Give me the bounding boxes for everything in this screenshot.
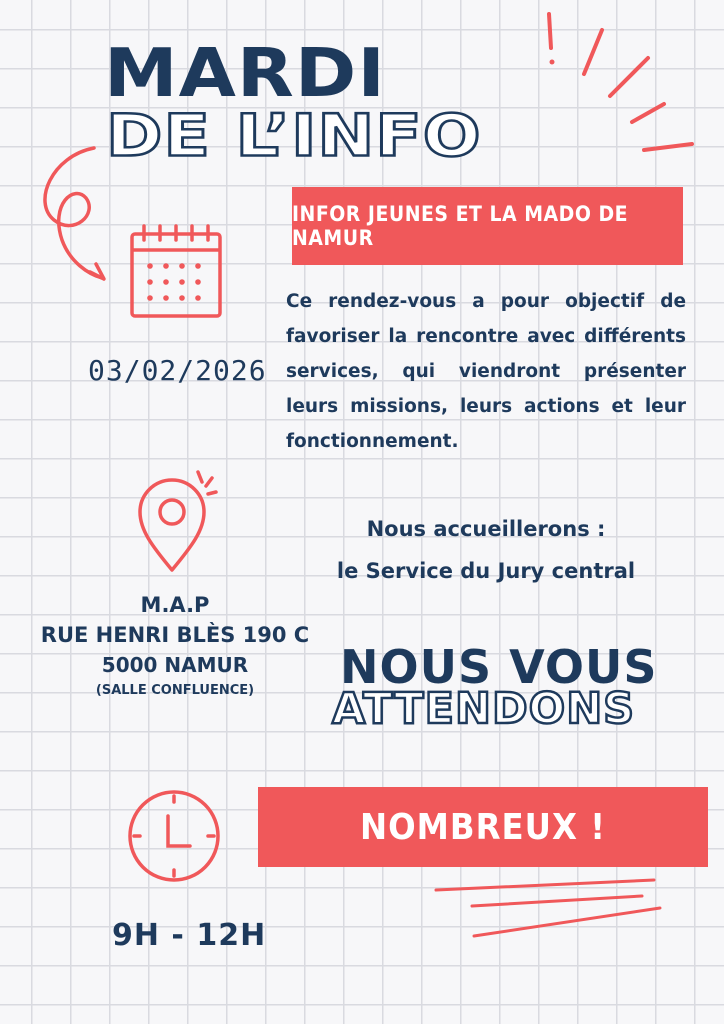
location-pin-icon: [132, 466, 222, 576]
underline-decoration: [432, 874, 672, 944]
event-description: Ce rendez-vous a pour objectif de favoriser la rencontre avec différents services, qui viendront présenter leurs missions, leurs actions et leur fonctionnement.: [286, 291, 686, 452]
title-line-2: DE L’INFO: [106, 102, 482, 171]
closing-line-1: NOUS VOUS: [340, 640, 658, 694]
venue-address: [40, 590, 310, 702]
clock-icon: [124, 786, 224, 886]
venue-street: RUE HENRI BLÈS 190 C: [40, 623, 310, 647]
calendar-icon: [126, 222, 226, 322]
event-date: 03/02/2026: [88, 354, 267, 387]
event-hours: 9H - 12H: [112, 918, 267, 953]
welcome-text: [306, 508, 666, 592]
venue-name: M.A.P: [140, 593, 210, 617]
venue-room: (SALLE CONFLUENCE): [95, 683, 255, 698]
welcome-line-2: le Service du Jury central: [336, 559, 636, 583]
organizers-banner: INFOR JEUNES ET LA MADO DE NAMUR: [292, 187, 683, 265]
curly-arrow-decoration: [32, 142, 122, 292]
sparkle-lines-decoration: [540, 8, 700, 168]
welcome-line-1: Nous accueillerons :: [366, 517, 606, 541]
closing-banner: NOMBREUX !: [258, 787, 708, 867]
closing-line-2: ATTENDONS: [332, 684, 636, 734]
title-line-1: MARDI: [104, 34, 386, 112]
venue-city: 5000 NAMUR: [101, 653, 249, 677]
